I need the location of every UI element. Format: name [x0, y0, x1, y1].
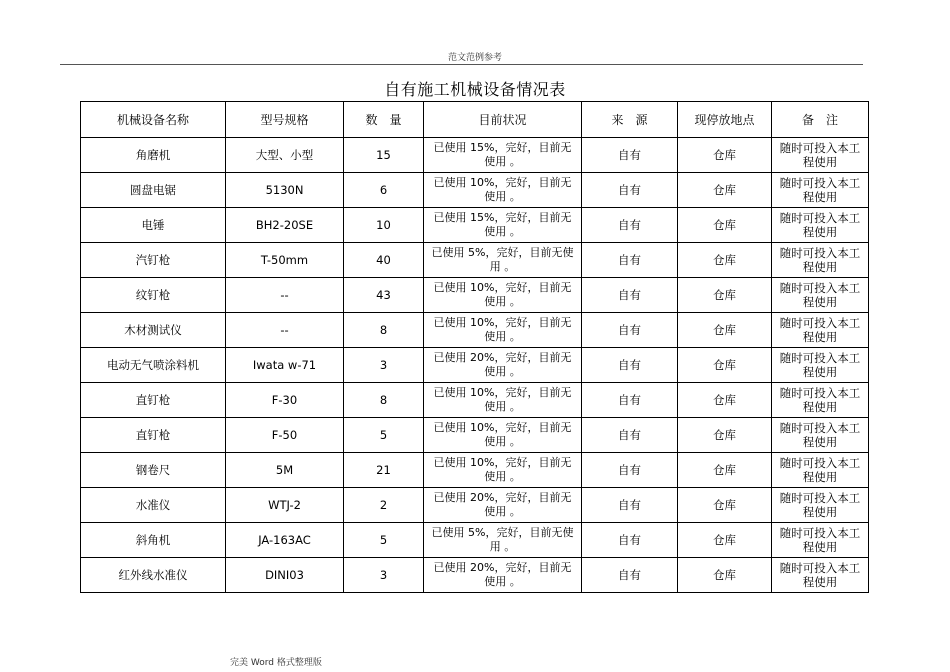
cell-quantity: 21: [344, 453, 424, 488]
cell-source: 自有: [582, 278, 678, 313]
cell-location: 仓库: [678, 383, 772, 418]
cell-quantity: 5: [344, 418, 424, 453]
cell-source: 自有: [582, 173, 678, 208]
cell-quantity: 10: [344, 208, 424, 243]
cell-note: 随时可投入本工程使用: [772, 348, 869, 383]
cell-source: 自有: [582, 138, 678, 173]
cell-source: 自有: [582, 208, 678, 243]
cell-name: 钢卷尺: [81, 453, 226, 488]
table-row: [81, 313, 869, 348]
cell-source: 自有: [582, 348, 678, 383]
cell-location: 仓库: [678, 488, 772, 523]
table-row: [81, 138, 869, 173]
cell-name: 电锤: [81, 208, 226, 243]
cell-status: 已使用 15%，完好，目前无使用 。: [424, 208, 582, 243]
equipment-table: [80, 101, 869, 593]
cell-source: 自有: [582, 523, 678, 558]
cell-location: 仓库: [678, 243, 772, 278]
page-header: 范文范例参考: [447, 53, 502, 63]
cell-source: 自有: [582, 488, 678, 523]
table-row: [81, 278, 869, 313]
cell-name: 红外线水准仪: [81, 558, 226, 593]
column-header-location: 现停放地点: [678, 102, 772, 138]
cell-model: 5130N: [226, 173, 344, 208]
cell-model: F-50: [226, 418, 344, 453]
table-row: [81, 523, 869, 558]
cell-location: 仓库: [678, 523, 772, 558]
cell-note: 随时可投入本工程使用: [772, 523, 869, 558]
document-title: 自有施工机械设备情况表: [384, 80, 566, 99]
column-header-quantity: 数 量: [344, 102, 424, 138]
cell-quantity: 3: [344, 348, 424, 383]
column-header-status: 目前状况: [424, 102, 582, 138]
cell-note: 随时可投入本工程使用: [772, 558, 869, 593]
cell-quantity: 40: [344, 243, 424, 278]
cell-status: 已使用 20%，完好，目前无使用 。: [424, 348, 582, 383]
cell-location: 仓库: [678, 278, 772, 313]
table-row: [81, 208, 869, 243]
cell-location: 仓库: [678, 348, 772, 383]
table-row: [81, 558, 869, 593]
cell-quantity: 15: [344, 138, 424, 173]
table-row: [81, 173, 869, 208]
cell-model: F-30: [226, 383, 344, 418]
cell-note: 随时可投入本工程使用: [772, 278, 869, 313]
table-row: [81, 488, 869, 523]
page-footer: 完美 Word 格式整理版: [230, 658, 322, 668]
table-row: [81, 243, 869, 278]
cell-quantity: 6: [344, 173, 424, 208]
cell-model: Iwata w-71: [226, 348, 344, 383]
cell-source: 自有: [582, 453, 678, 488]
cell-name: 角磨机: [81, 138, 226, 173]
cell-status: 已使用 10%，完好，目前无使用 。: [424, 418, 582, 453]
cell-status: 已使用 20%，完好，目前无使用 。: [424, 558, 582, 593]
cell-source: 自有: [582, 418, 678, 453]
cell-model: 大型、小型: [226, 138, 344, 173]
cell-note: 随时可投入本工程使用: [772, 453, 869, 488]
cell-source: 自有: [582, 313, 678, 348]
cell-model: BH2-20SE: [226, 208, 344, 243]
cell-name: 直钉枪: [81, 418, 226, 453]
header-divider: [60, 64, 863, 65]
cell-note: 随时可投入本工程使用: [772, 138, 869, 173]
cell-status: 已使用 5%，完好，目前无使用 。: [424, 523, 582, 558]
cell-model: --: [226, 313, 344, 348]
cell-name: 水准仪: [81, 488, 226, 523]
cell-note: 随时可投入本工程使用: [772, 243, 869, 278]
cell-location: 仓库: [678, 453, 772, 488]
cell-status: 已使用 10%，完好，目前无使用 。: [424, 278, 582, 313]
cell-model: T-50mm: [226, 243, 344, 278]
cell-name: 斜角机: [81, 523, 226, 558]
cell-source: 自有: [582, 383, 678, 418]
cell-note: 随时可投入本工程使用: [772, 418, 869, 453]
cell-status: 已使用 10%，完好，目前无使用 。: [424, 313, 582, 348]
cell-location: 仓库: [678, 208, 772, 243]
cell-name: 木材测试仪: [81, 313, 226, 348]
cell-source: 自有: [582, 558, 678, 593]
cell-quantity: 2: [344, 488, 424, 523]
table-row: [81, 453, 869, 488]
cell-status: 已使用 10%，完好，目前无使用 。: [424, 383, 582, 418]
cell-status: 已使用 5%，完好，目前无使用 。: [424, 243, 582, 278]
cell-quantity: 8: [344, 313, 424, 348]
cell-note: 随时可投入本工程使用: [772, 208, 869, 243]
cell-model: 5M: [226, 453, 344, 488]
cell-note: 随时可投入本工程使用: [772, 383, 869, 418]
table-row: [81, 418, 869, 453]
table-row: [81, 348, 869, 383]
cell-model: DINI03: [226, 558, 344, 593]
cell-quantity: 3: [344, 558, 424, 593]
cell-name: 汽钉枪: [81, 243, 226, 278]
cell-name: 电动无气喷涂料机: [81, 348, 226, 383]
cell-quantity: 5: [344, 523, 424, 558]
column-header-note: 备 注: [772, 102, 869, 138]
cell-location: 仓库: [678, 313, 772, 348]
cell-name: 直钉枪: [81, 383, 226, 418]
table-header-row: [81, 102, 869, 138]
cell-model: --: [226, 278, 344, 313]
cell-location: 仓库: [678, 138, 772, 173]
cell-model: WTJ-2: [226, 488, 344, 523]
cell-quantity: 8: [344, 383, 424, 418]
cell-status: 已使用 10%，完好，目前无使用 。: [424, 173, 582, 208]
cell-status: 已使用 10%，完好，目前无使用 。: [424, 453, 582, 488]
column-header-source: 来 源: [582, 102, 678, 138]
cell-note: 随时可投入本工程使用: [772, 313, 869, 348]
column-header-name: 机械设备名称: [81, 102, 226, 138]
cell-note: 随时可投入本工程使用: [772, 173, 869, 208]
cell-status: 已使用 20%，完好，目前无使用 。: [424, 488, 582, 523]
cell-status: 已使用 15%，完好，目前无使用 。: [424, 138, 582, 173]
cell-note: 随时可投入本工程使用: [772, 488, 869, 523]
column-header-model: 型号规格: [226, 102, 344, 138]
cell-name: 圆盘电锯: [81, 173, 226, 208]
cell-location: 仓库: [678, 558, 772, 593]
cell-quantity: 43: [344, 278, 424, 313]
cell-model: JA-163AC: [226, 523, 344, 558]
cell-name: 纹钉枪: [81, 278, 226, 313]
cell-location: 仓库: [678, 173, 772, 208]
cell-source: 自有: [582, 243, 678, 278]
table-row: [81, 383, 869, 418]
cell-location: 仓库: [678, 418, 772, 453]
